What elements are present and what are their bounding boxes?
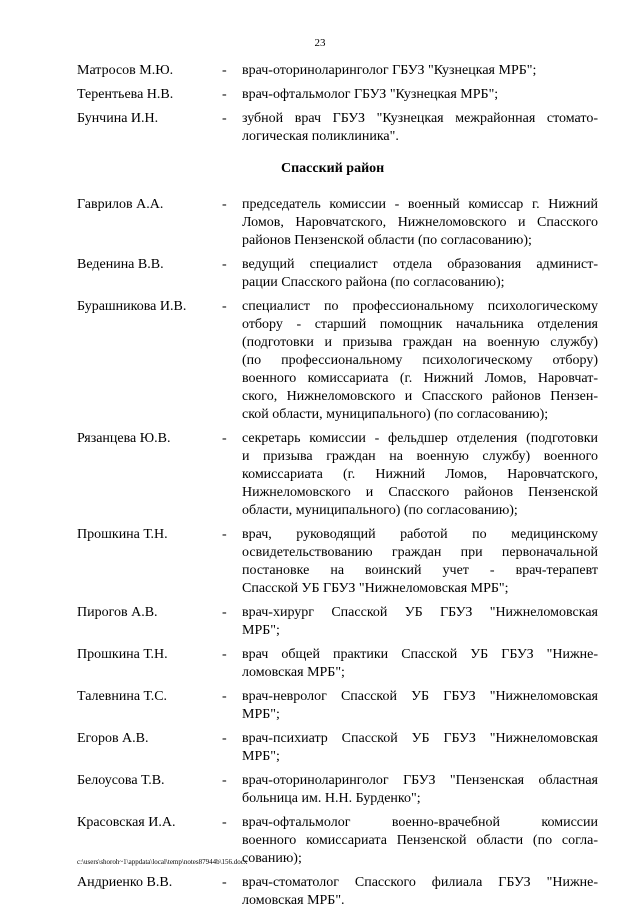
role-line: логическая поликлиника". xyxy=(242,129,399,144)
member-name: Рязанцева Ю.В. xyxy=(77,431,171,446)
role-line: освидетельствованию граждан при первоначальной xyxy=(242,545,598,560)
role-line: врач-невролог Спасской УБ ГБУЗ "Нижнеломовская xyxy=(242,689,598,704)
member-row xyxy=(77,196,598,250)
role-line: комиссариата (г. Нижний Ломов, Наровчатского, xyxy=(242,467,598,482)
section-title: Спасский район xyxy=(281,161,385,176)
dash-separator: - xyxy=(222,647,227,662)
dash-separator: - xyxy=(222,605,227,620)
role-line: врач-психиатр Спасской УБ ГБУЗ "Нижнеломовская xyxy=(242,731,598,746)
role-line: и призыва граждан на военную службу) военного xyxy=(242,449,598,464)
role-line: Ломов, Наровчатского, Нижнеломовского и Спасского xyxy=(242,215,598,230)
role-line: районов Пензенской области (по согласованию); xyxy=(242,233,532,248)
dash-separator: - xyxy=(222,689,227,704)
member-row xyxy=(77,298,598,424)
role-line: военного комиссариата Пензенской области (по согла- xyxy=(242,833,598,848)
member-row xyxy=(77,62,598,80)
role-line: рации Спасского района (по согласованию); xyxy=(242,275,505,290)
member-role xyxy=(242,62,598,80)
role-line: МРБ"; xyxy=(242,707,280,722)
role-line: ломовская МРБ"; xyxy=(242,665,345,680)
role-line: Спасской УБ ГБУЗ "Нижнеломовская МРБ"; xyxy=(242,581,509,596)
role-line: врач-офтальмолог военно-врачебной комиссии xyxy=(242,815,598,830)
role-line: врач-офтальмолог ГБУЗ "Кузнецкая МРБ"; xyxy=(242,87,499,102)
member-role xyxy=(242,604,598,640)
dash-separator: - xyxy=(222,299,227,314)
member-row xyxy=(77,526,598,598)
role-line: врач-хирург Спасской УБ ГБУЗ "Нижнеломовская xyxy=(242,605,598,620)
role-line: сованию); xyxy=(242,851,302,866)
member-role xyxy=(242,256,598,292)
dash-separator: - xyxy=(222,63,227,78)
role-line: области, муниципального) (по согласованию); xyxy=(242,503,518,518)
member-name: Бурашникова И.В. xyxy=(77,299,187,314)
role-line: ломовская МРБ". xyxy=(242,893,345,908)
member-name: Прошкина Т.Н. xyxy=(77,647,168,662)
role-line: ского, Нижнеломовского и Спасского районов Пензен- xyxy=(242,389,598,404)
top-member-list xyxy=(77,62,598,146)
role-line: ской области, муниципального) (по согласованию); xyxy=(242,407,549,422)
member-role xyxy=(242,814,598,868)
dash-separator: - xyxy=(222,875,227,890)
member-row xyxy=(77,688,598,724)
role-line: постановке на воинский учет - врач-терапевт xyxy=(242,563,598,578)
dash-separator: - xyxy=(222,731,227,746)
dash-separator: - xyxy=(222,527,227,542)
role-line: больница им. Н.Н. Бурденко"; xyxy=(242,791,421,806)
member-name: Талевнина Т.С. xyxy=(77,689,168,704)
member-row xyxy=(77,430,598,520)
member-name: Пирогов А.В. xyxy=(77,605,158,620)
member-row xyxy=(77,646,598,682)
role-line: зубной врач ГБУЗ "Кузнецкая межрайонная стомато- xyxy=(242,111,598,126)
page-number: 23 xyxy=(314,37,326,49)
document-body xyxy=(77,62,598,910)
role-line: врач-стоматолог Спасского филиала ГБУЗ "Нижне- xyxy=(242,875,598,890)
member-role xyxy=(242,646,598,682)
member-name: Терентьева Н.В. xyxy=(77,87,174,102)
role-line: (подготовки и призыва граждан на военную службу) xyxy=(242,335,598,350)
footer-file-path: c:\users\shoroh~1\appdata\local\temp\notes87944b\156.docx xyxy=(77,858,248,866)
role-line: отбору - старший помощник начальника отделения xyxy=(242,317,598,332)
role-line: председатель комиссии - военный комиссар г. Нижний xyxy=(242,197,598,212)
member-name: Прошкина Т.Н. xyxy=(77,527,168,542)
member-role xyxy=(242,772,598,808)
dash-separator: - xyxy=(222,111,227,126)
member-name: Бунчина И.Н. xyxy=(77,111,159,126)
member-name: Белоусова Т.В. xyxy=(77,773,165,788)
role-line: ведущий специалист отдела образования админист- xyxy=(242,257,598,272)
dash-separator: - xyxy=(222,87,227,102)
role-line: МРБ"; xyxy=(242,623,280,638)
dash-separator: - xyxy=(222,773,227,788)
member-row xyxy=(77,86,598,104)
member-row xyxy=(77,256,598,292)
member-row xyxy=(77,604,598,640)
member-role xyxy=(242,110,598,146)
role-line: (по профессиональному психологическому отбору) xyxy=(242,353,598,368)
role-line: врач-оториноларинголог ГБУЗ "Кузнецкая МРБ"; xyxy=(242,63,537,78)
role-line: военного комиссариата (г. Нижний Ломов, Наровчат- xyxy=(242,371,598,386)
section-member-list xyxy=(77,196,598,910)
member-role xyxy=(242,730,598,766)
member-row xyxy=(77,772,598,808)
member-name: Красовская И.А. xyxy=(77,815,176,830)
member-name: Андриенко В.В. xyxy=(77,875,173,890)
dash-separator: - xyxy=(222,197,227,212)
member-role xyxy=(242,430,598,520)
dash-separator: - xyxy=(222,257,227,272)
role-line: МРБ"; xyxy=(242,749,280,764)
dash-separator: - xyxy=(222,431,227,446)
member-role xyxy=(242,298,598,424)
member-name: Веденина В.В. xyxy=(77,257,164,272)
member-name: Матросов М.Ю. xyxy=(77,63,174,78)
role-line: секретарь комиссии - фельдшер отделения (подготовки xyxy=(242,431,598,446)
role-line: врач общей практики Спасской УБ ГБУЗ "Нижне- xyxy=(242,647,598,662)
member-row xyxy=(77,110,598,146)
member-role xyxy=(242,526,598,598)
member-role xyxy=(242,86,598,104)
role-line: врач-оториноларинголог ГБУЗ "Пензенская областная xyxy=(242,773,598,788)
member-name: Гаврилов А.А. xyxy=(77,197,164,212)
role-line: Нижнеломовского и Спасского районов Пензенской xyxy=(242,485,598,500)
role-line: специалист по профессиональному психологическому xyxy=(242,299,598,314)
member-role xyxy=(242,196,598,250)
role-line: врач, руководящий работой по медицинскому xyxy=(242,527,598,542)
member-role xyxy=(242,688,598,724)
member-row xyxy=(77,730,598,766)
member-name: Егоров А.В. xyxy=(77,731,149,746)
dash-separator: - xyxy=(222,815,227,830)
